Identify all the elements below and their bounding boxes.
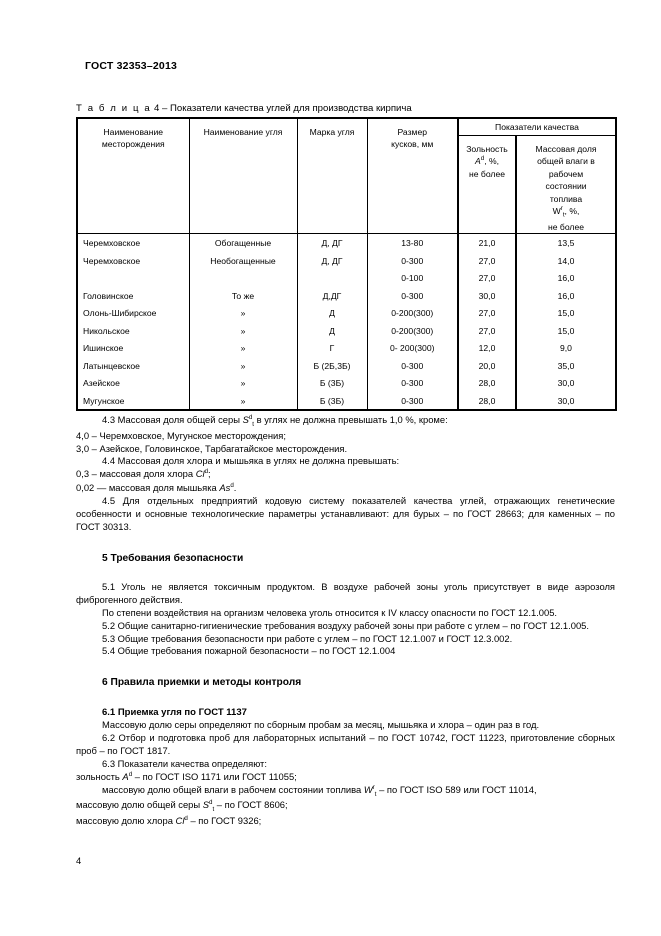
clause-4-3-item-a: 4,0 – Черемховское, Мугунское месторождения;: [76, 429, 286, 441]
table-caption-title: Показатели качества углей для производства кирпича: [169, 103, 412, 114]
cell-deposit: Черемховское: [77, 252, 189, 270]
th-ash-content: Зольность $A^d$, %, не более: [458, 136, 516, 234]
cell-coal: »: [189, 374, 297, 392]
cell-ash: 27,0: [458, 322, 516, 340]
cell-moisture: 15,0: [516, 322, 616, 340]
cell-ash: 28,0: [458, 392, 516, 411]
cell-deposit: Латынцевское: [77, 357, 189, 375]
cell-ash: 27,0: [458, 304, 516, 322]
th-lump-size: Размер кусков, мм: [367, 118, 458, 234]
clause-5-1-b: По степени воздействия на организм человека уголь относится к IV классу опасности по ГОСТ 12.1.005.: [102, 606, 558, 618]
section-heading-5: 5 Требования безопасности: [102, 552, 244, 564]
quality-table-wrapper: [76, 117, 615, 411]
table-row: [77, 269, 616, 287]
sulfur-subscript: t: [252, 421, 255, 428]
clause-5-4: 5.4 Общие требования пожарной безопасности – по ГОСТ 12.1.004: [102, 645, 396, 657]
cell-ash: 20,0: [458, 357, 516, 375]
cell-coal: »: [189, 304, 297, 322]
table-header-row-1: [77, 118, 616, 136]
clause-4-5: 4.5 Для отдельных предприятий кодовую систему показателей качества углей, отражающих генетические особенности и основные технологические параметры устанавливают: для бурых – по ГОСТ 28663; для каменных – по ГОСТ 30313.: [76, 494, 615, 532]
th-total-moisture: Массовая доля общей влаги в рабочем состоянии топлива $W^r_t$, %, не более: [516, 136, 616, 234]
cell-deposit: Никольское: [77, 322, 189, 340]
sulfur-superscript: d: [248, 414, 253, 421]
arsenic-superscript: d: [230, 481, 234, 489]
cell-grade: Б (3Б): [297, 392, 367, 411]
cell-coal: [189, 269, 297, 287]
cell-grade: Д: [297, 322, 367, 340]
table-row: [77, 339, 616, 357]
cell-deposit: Черемховское: [77, 234, 189, 252]
cell-size: 0-300: [367, 287, 458, 305]
table-row: [77, 392, 616, 411]
cell-size: 0-300: [367, 392, 458, 411]
moisture-symbol: W: [363, 783, 373, 795]
spacer: [76, 691, 615, 706]
th-moisture-superscript: r: [560, 205, 563, 213]
cell-moisture: 16,0: [516, 269, 616, 287]
subsection-heading-6-1: 6.1 Приемка угля по ГОСТ 1137: [102, 706, 247, 718]
cell-size: 0- 200(300): [367, 339, 458, 357]
th-quality-indicators-group: Показатели качества: [458, 118, 616, 136]
clause-6-3-item-ash: зольность $A^d$ – по ГОСТ ISO 1171 или ГОСТ 11055;: [76, 770, 297, 782]
cell-deposit: Азейское: [77, 374, 189, 392]
spacer: [76, 658, 615, 676]
cell-moisture: 13,5: [516, 234, 616, 252]
th-coal-name: Наименование угля: [189, 118, 297, 234]
table-caption-dash: –: [161, 103, 168, 114]
page-number: 4: [76, 855, 82, 866]
cell-moisture: 30,0: [516, 392, 616, 411]
cell-grade: Д, ДГ: [297, 234, 367, 252]
clause-4-4-item-a: 0,3 – массовая доля хлора Cl$^d$;: [76, 468, 211, 480]
cell-moisture: 30,0: [516, 374, 616, 392]
th-deposit-name: Наименование месторождения: [77, 118, 189, 234]
table-caption-number: 4: [153, 103, 160, 114]
chlorine-symbol-2: Cl: [175, 814, 185, 826]
clause-6-2: 6.2 Отбор и подготовка проб для лабораторных испытаний – по ГОСТ 10742, ГОСТ 11223, приготовление сборных проб – по ГОСТ 1817.: [76, 731, 615, 756]
cell-grade: Д,ДГ: [297, 287, 367, 305]
cell-size: 0-300: [367, 374, 458, 392]
th-moisture-subscript: t: [562, 211, 565, 219]
cell-moisture: 9,0: [516, 339, 616, 357]
th-ash-units: , %,: [484, 156, 499, 167]
cell-coal: »: [189, 357, 297, 375]
sulfur-symbol: S: [242, 414, 249, 426]
table-caption-label: Т а б л и ц а: [76, 103, 152, 114]
moisture-subscript: t: [374, 790, 377, 798]
cell-ash: 12,0: [458, 339, 516, 357]
table-row: [77, 304, 616, 322]
cell-deposit: Мугунское: [77, 392, 189, 411]
cell-deposit: [77, 269, 189, 287]
chlorine-symbol: Cl: [195, 468, 205, 480]
spacer: [76, 566, 615, 581]
clause-5-1: 5.1 Уголь не является токсичным продуктом. В воздухе рабочей зоны уголь присутствует в виде аэрозоля фиброгенного действия.: [76, 580, 615, 605]
document-body: [76, 414, 615, 828]
clause-4-4-item-b: 0,02 — массовая доля мышьяка As$^d$.: [76, 481, 237, 493]
cell-coal: Обогащенные: [189, 234, 297, 252]
clause-4-3: 4.3 Массовая доля общей серы $S^d_t$ в углях не должна превышать 1,0 %, кроме:: [102, 414, 448, 428]
cell-coal: »: [189, 322, 297, 340]
clause-5-2: 5.2 Общие санитарно-гигиенические требования воздуху рабочей зоны при работе с углем – по ГОСТ 12.1.005.: [102, 619, 589, 631]
cell-size: 0-300: [367, 252, 458, 270]
cell-grade: Д, ДГ: [297, 252, 367, 270]
sulfur-subscript-2: t: [212, 806, 215, 814]
arsenic-symbol: As: [219, 481, 231, 493]
cell-moisture: 15,0: [516, 304, 616, 322]
clause-6-3-item-moisture: массовую долю общей влаги в рабочем состоянии топлива $W^r_t$ – по ГОСТ ISO 589 или ГОСТ 11014,: [102, 783, 537, 798]
th-ash-superscript: d: [480, 155, 485, 163]
cell-deposit: Ишинское: [77, 339, 189, 357]
cell-ash: 21,0: [458, 234, 516, 252]
clause-6-3-item-chlorine: массовую долю хлора Cl$^d$ – по ГОСТ 9326;: [76, 814, 262, 826]
spacer: [76, 534, 615, 552]
cell-grade: Д: [297, 304, 367, 322]
table-row: [77, 322, 616, 340]
document-running-header: ГОСТ 32353–2013: [85, 60, 178, 72]
table-row: [77, 234, 616, 252]
table-row: [77, 357, 616, 375]
th-moisture-units: , %,: [564, 206, 580, 217]
cell-size: 0-200(300): [367, 304, 458, 322]
cell-ash: 28,0: [458, 374, 516, 392]
cell-grade: Б (3Б): [297, 374, 367, 392]
moisture-superscript: r: [372, 783, 375, 791]
cell-size: 0-300: [367, 357, 458, 375]
table-row: [77, 374, 616, 392]
chlorine-superscript: d: [204, 468, 209, 476]
th-ash-symbol: A: [475, 156, 481, 167]
cell-size: 0-200(300): [367, 322, 458, 340]
ash-superscript: d: [128, 770, 133, 778]
clause-6-3-item-sulfur: массовую долю общей серы $S^d_t$ – по ГОСТ 8606;: [76, 799, 288, 814]
clause-6-1-text: Массовую долю серы определяют по сборным пробам за месяц, мышьяка и хлора – один раз в год.: [102, 718, 540, 730]
cell-moisture: 16,0: [516, 287, 616, 305]
th-moisture-symbol: W: [552, 206, 561, 217]
cell-coal: Необогащенные: [189, 252, 297, 270]
section-heading-6: 6 Правила приемки и методы контроля: [102, 677, 302, 689]
cell-deposit: Головинское: [77, 287, 189, 305]
clause-4-4: 4.4 Массовая доля хлора и мышьяка в углях не должна превышать:: [102, 455, 400, 467]
ash-symbol: A: [122, 770, 129, 782]
cell-ash: 27,0: [458, 252, 516, 270]
cell-size: 0-100: [367, 269, 458, 287]
table-row: [77, 252, 616, 270]
sulfur-superscript-2: d: [209, 799, 213, 807]
sulfur-symbol-2: S: [202, 799, 210, 811]
cell-grade: [297, 269, 367, 287]
cell-coal: »: [189, 339, 297, 357]
cell-grade: Б (2Б,3Б): [297, 357, 367, 375]
th-coal-grade: Марка угля: [297, 118, 367, 234]
cell-coal: То же: [189, 287, 297, 305]
chlorine-superscript-2: d: [184, 814, 188, 822]
table-body: [77, 234, 616, 411]
cell-ash: 27,0: [458, 269, 516, 287]
clause-6-3: 6.3 Показатели качества определяют:: [102, 757, 267, 769]
cell-coal: »: [189, 392, 297, 411]
cell-grade: Г: [297, 339, 367, 357]
cell-ash: 30,0: [458, 287, 516, 305]
cell-moisture: 14,0: [516, 252, 616, 270]
cell-size: 13-80: [367, 234, 458, 252]
coal-quality-table: [76, 117, 617, 411]
table-row: [77, 287, 616, 305]
clause-5-3: 5.3 Общие требования безопасности при работе с углем – по ГОСТ 12.1.007 и ГОСТ 12.3.002.: [102, 632, 513, 644]
table-caption: [76, 103, 412, 114]
cell-moisture: 35,0: [516, 357, 616, 375]
cell-deposit: Олонь-Шибирское: [77, 304, 189, 322]
clause-4-3-item-b: 3,0 – Азейское, Головинское, Тарбагатайское месторождения.: [76, 442, 348, 454]
table-header: [77, 118, 616, 234]
